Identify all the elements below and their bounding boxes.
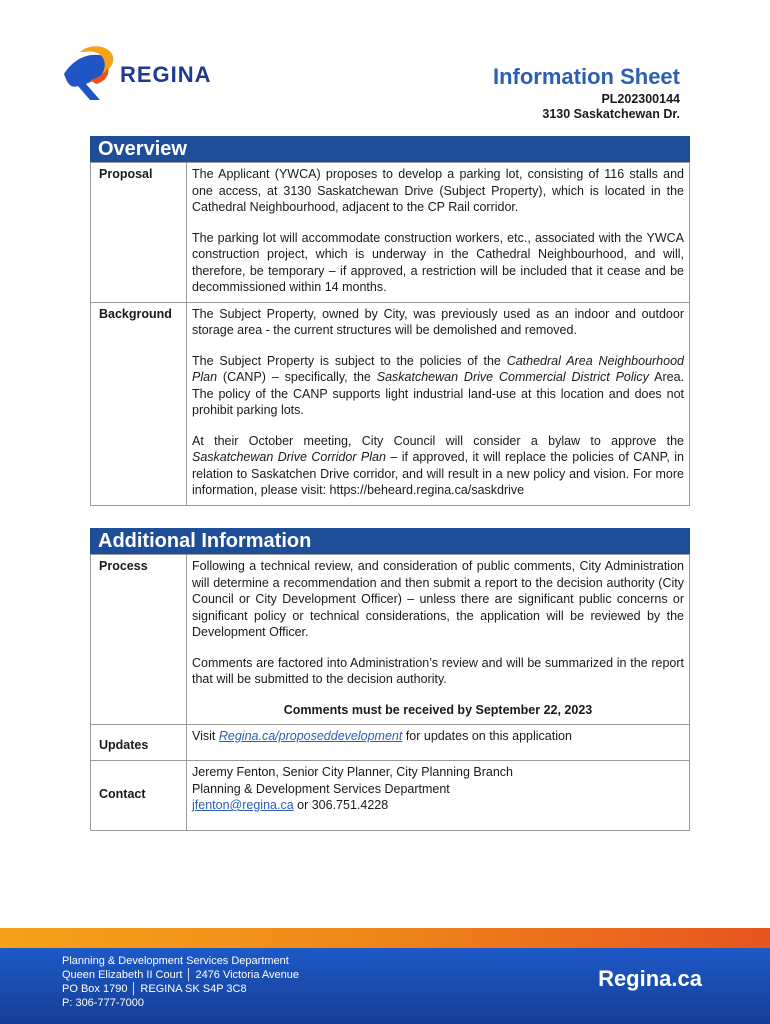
contact-text [187,761,690,831]
process-label: Process [91,555,187,725]
contact-name: Jeremy Fenton, Senior City Planner, City Planning Branch [192,765,513,779]
proposal-text [187,163,690,303]
background-paragraph: The Subject Property is subject to the policies of the Cathedral Area Neighbourhood Plan (CANP) – specifically, the Saskatchewan Drive Commercial District Policy Area. The policy of the CANP supports light industrial land-use at this location and does not prohibit parking lots. [192,353,684,417]
footer-accent-band [0,928,770,948]
footer-phone: P: 306-777-7000 [62,997,144,1009]
proposal-paragraph: The Applicant (YWCA) proposes to develop a parking lot, consisting of 116 stalls and one access, at 3130 Saskatchewan Drive (Subject Property), which is located in the Cathedral Neighbourhood, adjacent to the CP Rail corridor. [192,167,684,214]
table-row [91,163,690,303]
proposal-paragraph: The parking lot will accommodate construction workers, etc., associated with the YWCA construction project, which is underway in the Cathedral Neighbourhood, and will, therefore, be temporary – if approved, a restriction will be included that it cease and be decommissioned within 14 months. [192,230,684,294]
footer-address [62,954,299,1010]
file-reference [542,92,680,122]
footer-street: Queen Elizabeth II Court │ 2476 Victoria Avenue [62,969,300,981]
page-title: Information Sheet [492,64,680,89]
logo-wordmark: REGINA [120,62,212,87]
footer-website-link[interactable]: Regina.ca [598,966,702,991]
background-text [187,302,690,505]
contact-email-link[interactable]: jfenton@regina.ca [192,798,294,812]
file-number: PL202300144 [601,92,680,106]
contact-phone: or 306.751.4228 [293,798,389,812]
table-row [91,725,690,761]
footer-department: Planning & Development Services Department [62,955,289,967]
background-paragraph: At their October meeting, City Council will consider a bylaw to approve the Saskatchewan Drive Corridor Plan – if approved, it will replace the policies of CANP, in relation to Saskatchen Drive corridor, and will result in a new policy and vision. For more information, please visit: https://beheard.regina.ca/saskdrive [192,433,684,497]
process-text [187,555,690,725]
contact-department: Planning & Development Services Department [192,781,450,796]
page-footer [0,928,770,1024]
proposed-development-link[interactable]: Regina.ca/proposeddevelopment [218,729,403,743]
table-row [91,761,690,831]
additional-info-heading: Additional Information [90,528,690,554]
footer-po-box: PO Box 1790 │ REGINA SK S4P 3C8 [62,983,247,995]
property-address: 3130 Saskatchewan Dr. [542,107,680,121]
contact-label: Contact [91,761,187,831]
overview-table [90,162,690,506]
background-label: Background [91,302,187,505]
background-paragraph: The Subject Property, owned by City, was previously used as an indoor and outdoor storage area - the current structures will be demolished and removed. [192,306,684,337]
table-row [91,555,690,725]
process-paragraph: Comments are factored into Administration’s review and will be summarized in the report that will be submitted to the decision authority. [192,655,684,686]
proposal-label: Proposal [91,163,187,303]
updates-label: Updates [91,725,187,761]
overview-heading: Overview [90,136,690,162]
contact-details [192,797,684,814]
additional-info-table [90,554,690,831]
page-header [0,0,770,135]
process-paragraph: Following a technical review, and consideration of public comments, City Administration will determine a recommendation and then submit a report to the decision authority (City Council or City Development Officer) – unless there are significant public concerns or significant policy or technical considerations, the application will be reviewed by the Development Officer. [192,559,684,639]
table-row [91,302,690,505]
comment-deadline: Comments must be received by September 22, 2023 [283,702,593,717]
updates-text: Visit Regina.ca/proposeddevelopment for updates on this application [187,725,690,761]
